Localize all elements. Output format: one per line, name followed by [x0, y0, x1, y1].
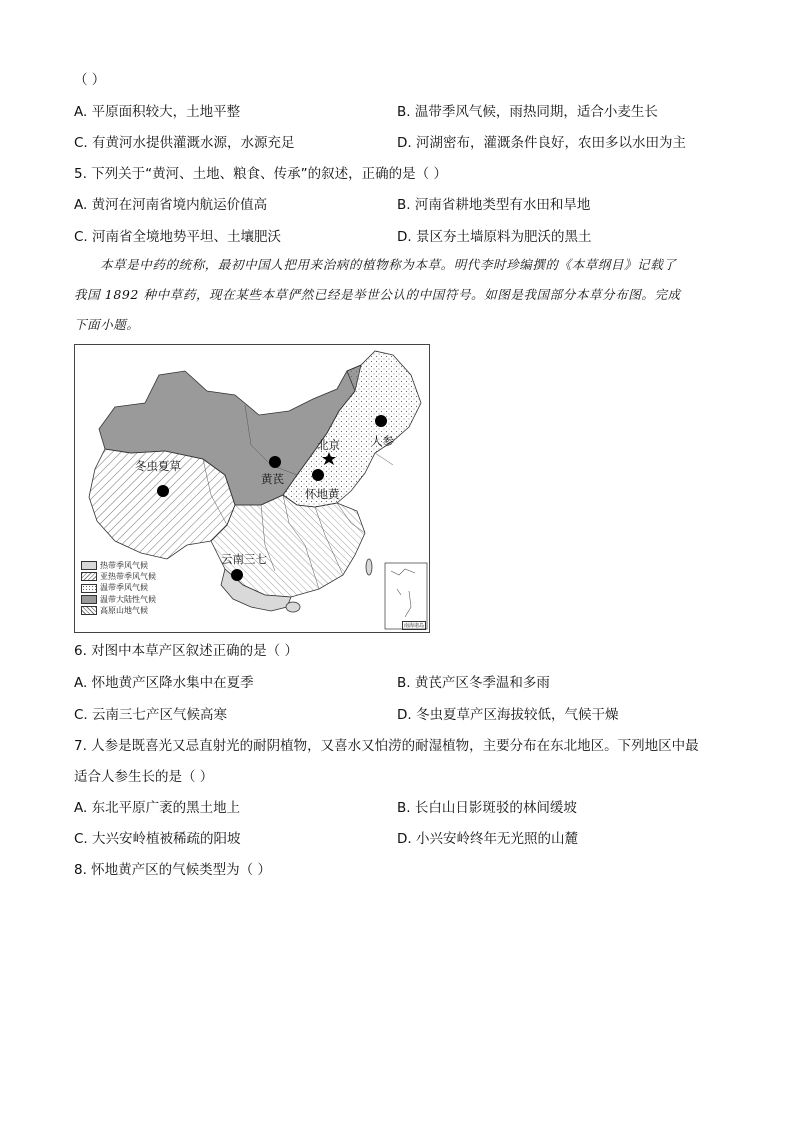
- label-sanqi: 云南三七: [221, 552, 267, 566]
- taiwan-island: [366, 559, 372, 575]
- passage-line-2: 我国 1892 种中草药，现在某些本草俨然已经是举世公认的中国符号。如图是我国部分本草分布图。完成: [74, 287, 681, 302]
- legend-swatch-temperate-continental: [81, 595, 97, 604]
- q5-option-c: C. 河南省全境地势平坦、土壤肥沃: [74, 229, 282, 245]
- legend-subtropical: 亚热带季风气候: [100, 572, 156, 582]
- label-renshen: 人参: [371, 434, 394, 448]
- q4-option-d: D. 河湖密布，灌溉条件良好，农田多以水田为主: [397, 135, 686, 151]
- marker-dongchong: [157, 485, 169, 497]
- map-legend: [81, 560, 156, 616]
- herb-distribution-map: [74, 344, 430, 633]
- hainan-island: [286, 602, 300, 612]
- legend-swatch-plateau: [81, 606, 97, 615]
- passage-line-1: 本草是中药的统称，最初中国人把用来治病的植物称为本草。明代李时珍编撰的《本草纲目》记载了: [100, 257, 677, 272]
- marker-renshen: [375, 415, 387, 427]
- q7-option-b: B. 长白山日影斑驳的林间缓坡: [397, 800, 577, 816]
- label-huaidihuang: 怀地黄: [305, 487, 340, 501]
- q7-option-c: C. 大兴安岭植被稀疏的阳坡: [74, 831, 241, 847]
- q5-stem: 5. 下列关于“黄河、土地、粮食、传承”的叙述，正确的是（ ）: [74, 166, 447, 182]
- q8-stem: 8. 怀地黄产区的气候类型为（ ）: [74, 862, 271, 878]
- legend-temperate-continental: 温带大陆性气候: [100, 594, 156, 604]
- q6-option-d: D. 冬虫夏草产区海拔较低，气候干燥: [397, 707, 619, 723]
- q5-option-b: B. 河南省耕地类型有水田和旱地: [397, 197, 591, 213]
- marker-huangqi: [269, 456, 281, 468]
- legend-tropical: 热带季风气候: [100, 561, 148, 570]
- passage: [74, 250, 724, 340]
- marker-sanqi: [231, 569, 243, 581]
- q4-stem-tail: （ ）: [74, 72, 106, 88]
- label-beijing: 北京: [317, 438, 340, 452]
- q7-stem-line-2: 适合人参生长的是（ ）: [74, 769, 214, 785]
- q6-option-a: A. 怀地黄产区降水集中在夏季: [74, 675, 254, 691]
- south-sea-inset: [385, 563, 427, 629]
- marker-huaidihuang: [312, 469, 324, 481]
- q7-option-a: A. 东北平原广袤的黑土地上: [74, 800, 241, 816]
- q4-option-b: B. 温带季风气候，雨热同期，适合小麦生长: [397, 104, 658, 120]
- q4-option-c: C. 有黄河水提供灌溉水源，水源充足: [74, 135, 295, 151]
- q5-option-d: D. 景区夯土墙原料为肥沃的黑土: [397, 229, 592, 245]
- q6-stem: 6. 对图中本草产区叙述正确的是（ ）: [74, 643, 298, 659]
- passage-line-3: 下面小题。: [74, 317, 140, 332]
- q7-stem-line-1: 7. 人参是既喜光又忌直射光的耐阴植物，又喜水又怕涝的耐湿植物，主要分布在东北地区。下列地区中最: [74, 738, 699, 754]
- label-dongchong: 冬虫夏草: [135, 459, 181, 473]
- q5-option-a: A. 黄河在河南省境内航运价值高: [74, 197, 268, 213]
- q6-option-c: C. 云南三七产区气候高寒: [74, 707, 228, 723]
- legend-swatch-tropical: [81, 561, 97, 570]
- legend-plateau: 高原山地气候: [100, 605, 148, 615]
- inset-label: 南海诸岛: [403, 623, 424, 629]
- legend-temperate-monsoon: 温带季风气候: [100, 583, 148, 593]
- q4-option-a: A. 平原面积较大，土地平整: [74, 104, 241, 120]
- label-huangqi: 黄芪: [261, 472, 284, 486]
- q6-option-b: B. 黄芪产区冬季温和多雨: [397, 675, 550, 691]
- q7-option-d: D. 小兴安岭终年无光照的山麓: [397, 831, 578, 847]
- legend-swatch-temperate-monsoon: [81, 584, 97, 593]
- legend-swatch-subtropical: [81, 572, 97, 581]
